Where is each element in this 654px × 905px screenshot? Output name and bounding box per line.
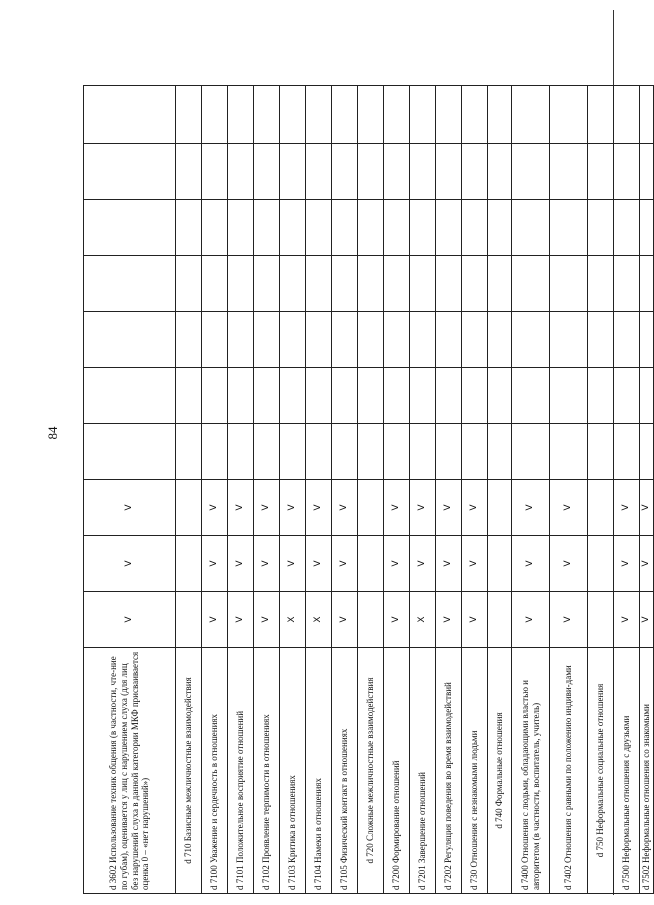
empty-cell (332, 312, 358, 368)
empty-cell (84, 312, 176, 368)
empty-cell (640, 256, 654, 312)
empty-cell (436, 368, 462, 424)
empty-cell (176, 368, 202, 424)
empty-cell (384, 200, 410, 256)
mark-cell: X (280, 592, 306, 648)
mark-cell: V (202, 536, 228, 592)
empty-cell (588, 368, 614, 424)
empty-cell (550, 312, 588, 368)
mark-cell: V (384, 592, 410, 648)
empty-cell (550, 200, 588, 256)
empty-cell (332, 200, 358, 256)
item-label: d 7200 Формирование отношений (384, 648, 410, 894)
empty-cell (306, 86, 332, 144)
mark-cell: V (512, 480, 550, 536)
table-row (384, 86, 410, 894)
empty-cell (384, 312, 410, 368)
empty-cell (512, 144, 550, 200)
empty-cell (410, 144, 436, 200)
empty-cell (640, 144, 654, 200)
mark-cell: V (436, 480, 462, 536)
empty-cell (358, 144, 384, 200)
empty-cell (358, 312, 384, 368)
empty-cell (280, 144, 306, 200)
empty-cell (488, 480, 512, 536)
empty-cell (488, 536, 512, 592)
page-number: 84 (45, 426, 60, 440)
empty-cell (462, 368, 488, 424)
mark-cell: V (306, 480, 332, 536)
table-row (84, 86, 176, 894)
empty-cell (358, 200, 384, 256)
empty-cell (202, 312, 228, 368)
empty-cell (254, 144, 280, 200)
empty-cell (176, 536, 202, 592)
empty-cell (176, 424, 202, 480)
table-row (614, 86, 640, 894)
section-row (488, 86, 512, 894)
table-row (550, 86, 588, 894)
empty-cell (384, 424, 410, 480)
section-row (176, 86, 202, 894)
item-label: d 7500 Неформальные отношения с друзьями (614, 648, 640, 894)
mark-cell: V (436, 592, 462, 648)
empty-cell (84, 256, 176, 312)
empty-cell (280, 312, 306, 368)
empty-cell (84, 368, 176, 424)
empty-cell (512, 200, 550, 256)
empty-cell (488, 256, 512, 312)
empty-cell (488, 368, 512, 424)
table-row (280, 86, 306, 894)
empty-cell (462, 256, 488, 312)
empty-cell (462, 424, 488, 480)
empty-cell (176, 200, 202, 256)
item-label: d 7201 Завершение отношений (410, 648, 436, 894)
empty-cell (306, 424, 332, 480)
empty-cell (202, 86, 228, 144)
mark-cell: V (228, 480, 254, 536)
empty-cell (436, 144, 462, 200)
mark-cell: V (462, 592, 488, 648)
empty-cell (410, 312, 436, 368)
table-row (202, 86, 228, 894)
mark-cell: V (614, 592, 640, 648)
empty-cell (254, 368, 280, 424)
mark-cell: V (228, 536, 254, 592)
empty-cell (588, 480, 614, 536)
empty-cell (280, 256, 306, 312)
mark-cell: V (614, 480, 640, 536)
empty-cell (488, 592, 512, 648)
empty-cell (228, 86, 254, 144)
mark-cell: V (462, 480, 488, 536)
empty-cell (588, 592, 614, 648)
empty-cell (640, 86, 654, 144)
empty-cell (228, 424, 254, 480)
empty-cell (254, 86, 280, 144)
item-label: d 7104 Намеки в отношениях (306, 648, 332, 894)
item-label: d 7101 Положительное восприятие отношений (228, 648, 254, 894)
empty-cell (436, 200, 462, 256)
mark-cell: V (280, 536, 306, 592)
empty-cell (488, 86, 512, 144)
empty-cell (176, 86, 202, 144)
empty-cell (202, 256, 228, 312)
empty-cell (332, 86, 358, 144)
empty-cell (614, 86, 640, 144)
empty-cell (640, 368, 654, 424)
mark-cell: V (254, 536, 280, 592)
empty-cell (410, 424, 436, 480)
empty-cell (436, 256, 462, 312)
empty-cell (358, 536, 384, 592)
table-row (254, 86, 280, 894)
empty-cell (254, 200, 280, 256)
empty-cell (614, 256, 640, 312)
empty-cell (588, 312, 614, 368)
section-label: d 720 Сложные межличностные взаимодействия (358, 648, 384, 894)
mark-cell: V (384, 480, 410, 536)
empty-cell (588, 200, 614, 256)
empty-cell (488, 200, 512, 256)
assessment-table (83, 85, 654, 894)
empty-cell (280, 424, 306, 480)
mark-cell: V (280, 480, 306, 536)
mark-cell: V (550, 536, 588, 592)
empty-cell (332, 424, 358, 480)
mark-cell: V (84, 592, 176, 648)
section-label: d 750 Неформальные социальные отношения (588, 648, 614, 894)
empty-cell (358, 480, 384, 536)
empty-cell (84, 144, 176, 200)
empty-cell (614, 144, 640, 200)
empty-cell (358, 256, 384, 312)
empty-cell (512, 86, 550, 144)
table-row (512, 86, 550, 894)
empty-cell (462, 200, 488, 256)
item-label: d 7105 Физический контакт в отношениях (332, 648, 358, 894)
empty-cell (280, 200, 306, 256)
mark-cell: V (436, 536, 462, 592)
mark-cell: V (462, 536, 488, 592)
empty-cell (588, 86, 614, 144)
empty-cell (488, 144, 512, 200)
mark-cell: V (550, 480, 588, 536)
item-label: d 7103 Критика в отношениях (280, 648, 306, 894)
empty-cell (176, 592, 202, 648)
empty-cell (588, 144, 614, 200)
empty-cell (202, 368, 228, 424)
empty-cell (306, 200, 332, 256)
empty-cell (306, 144, 332, 200)
empty-cell (512, 256, 550, 312)
empty-cell (254, 424, 280, 480)
mark-cell: V (306, 536, 332, 592)
table-row (462, 86, 488, 894)
mark-cell: V (202, 592, 228, 648)
empty-cell (332, 368, 358, 424)
item-label: d 7502 Неформальные отношения со знакомыми (640, 648, 654, 894)
empty-cell (332, 256, 358, 312)
empty-cell (228, 312, 254, 368)
mark-cell: X (410, 592, 436, 648)
empty-cell (358, 86, 384, 144)
empty-cell (588, 424, 614, 480)
mark-cell: V (410, 536, 436, 592)
empty-cell (410, 200, 436, 256)
table-row (306, 86, 332, 894)
table-row (640, 86, 654, 894)
mark-cell: V (410, 480, 436, 536)
empty-cell (488, 312, 512, 368)
empty-cell (254, 312, 280, 368)
empty-cell (410, 368, 436, 424)
empty-cell (512, 312, 550, 368)
empty-cell (550, 424, 588, 480)
section-label: d 740 Формальные отношения (488, 648, 512, 894)
empty-cell (550, 144, 588, 200)
empty-cell (614, 312, 640, 368)
empty-cell (614, 424, 640, 480)
empty-cell (384, 256, 410, 312)
empty-cell (512, 424, 550, 480)
empty-cell (176, 256, 202, 312)
mark-cell: V (512, 592, 550, 648)
mark-cell: V (202, 480, 228, 536)
empty-cell (384, 368, 410, 424)
empty-cell (228, 144, 254, 200)
item-label: d 3602 Использование техник общения (в частности, чте-ние по губам), оценивается у лиц с нарушением слуха (для лиц без нарушений слуха в данной категории МКФ присваивается оценка 0 – «нет нарушений») (84, 648, 176, 894)
empty-cell (436, 312, 462, 368)
empty-cell (588, 536, 614, 592)
mark-cell: X (306, 592, 332, 648)
empty-cell (280, 86, 306, 144)
empty-cell (84, 86, 176, 144)
empty-cell (332, 144, 358, 200)
item-label: d 7400 Отношения с людьми, обладающими властью и авторитетом (в частности, воспитатель, учитель) (512, 648, 550, 894)
empty-cell (176, 144, 202, 200)
mark-cell: V (84, 536, 176, 592)
empty-cell (436, 424, 462, 480)
table-row (228, 86, 254, 894)
section-row (588, 86, 614, 894)
empty-cell (614, 368, 640, 424)
empty-cell (640, 200, 654, 256)
empty-cell (176, 312, 202, 368)
table-row (332, 86, 358, 894)
mark-cell: V (332, 592, 358, 648)
empty-cell (280, 368, 306, 424)
empty-cell (84, 424, 176, 480)
item-label: d 730 Отношения с незнакомыми людьми (462, 648, 488, 894)
mark-cell: V (384, 536, 410, 592)
empty-cell (410, 256, 436, 312)
item-label: d 7100 Уважение и сердечность в отношениях (202, 648, 228, 894)
empty-cell (550, 368, 588, 424)
section-row (358, 86, 384, 894)
empty-cell (384, 144, 410, 200)
item-label: d 7102 Проявление терпимости в отношениях (254, 648, 280, 894)
empty-cell (512, 368, 550, 424)
empty-cell (436, 86, 462, 144)
empty-cell (358, 368, 384, 424)
table-body (84, 86, 654, 894)
item-label: d 7202 Регуляция поведения во время взаимодействий (436, 648, 462, 894)
mark-cell: V (640, 480, 654, 536)
empty-cell (614, 200, 640, 256)
mark-cell: V (332, 536, 358, 592)
mark-cell: V (84, 480, 176, 536)
empty-cell (550, 86, 588, 144)
mark-cell: V (254, 592, 280, 648)
empty-cell (254, 256, 280, 312)
mark-cell: V (550, 592, 588, 648)
item-label: d 7402 Отношения с равными по положению индиви-дами (550, 648, 588, 894)
empty-cell (176, 480, 202, 536)
empty-cell (202, 144, 228, 200)
empty-cell (84, 200, 176, 256)
empty-cell (306, 256, 332, 312)
empty-cell (488, 424, 512, 480)
empty-cell (588, 256, 614, 312)
empty-cell (202, 424, 228, 480)
empty-cell (358, 424, 384, 480)
empty-cell (228, 200, 254, 256)
empty-cell (550, 256, 588, 312)
mark-cell: V (228, 592, 254, 648)
empty-cell (640, 424, 654, 480)
mark-cell: V (254, 480, 280, 536)
empty-cell (306, 368, 332, 424)
table-row (436, 86, 462, 894)
mark-cell: V (640, 592, 654, 648)
table-row (410, 86, 436, 894)
empty-cell (462, 312, 488, 368)
empty-cell (306, 312, 332, 368)
empty-cell (384, 86, 410, 144)
empty-cell (462, 144, 488, 200)
empty-cell (640, 312, 654, 368)
empty-cell (228, 368, 254, 424)
empty-cell (358, 592, 384, 648)
section-label: d 710 Базисные межличностные взаимодействия (176, 648, 202, 894)
mark-cell: V (332, 480, 358, 536)
mark-cell: V (640, 536, 654, 592)
empty-cell (410, 86, 436, 144)
empty-cell (462, 86, 488, 144)
mark-cell: V (512, 536, 550, 592)
empty-cell (202, 200, 228, 256)
empty-cell (228, 256, 254, 312)
mark-cell: V (614, 536, 640, 592)
